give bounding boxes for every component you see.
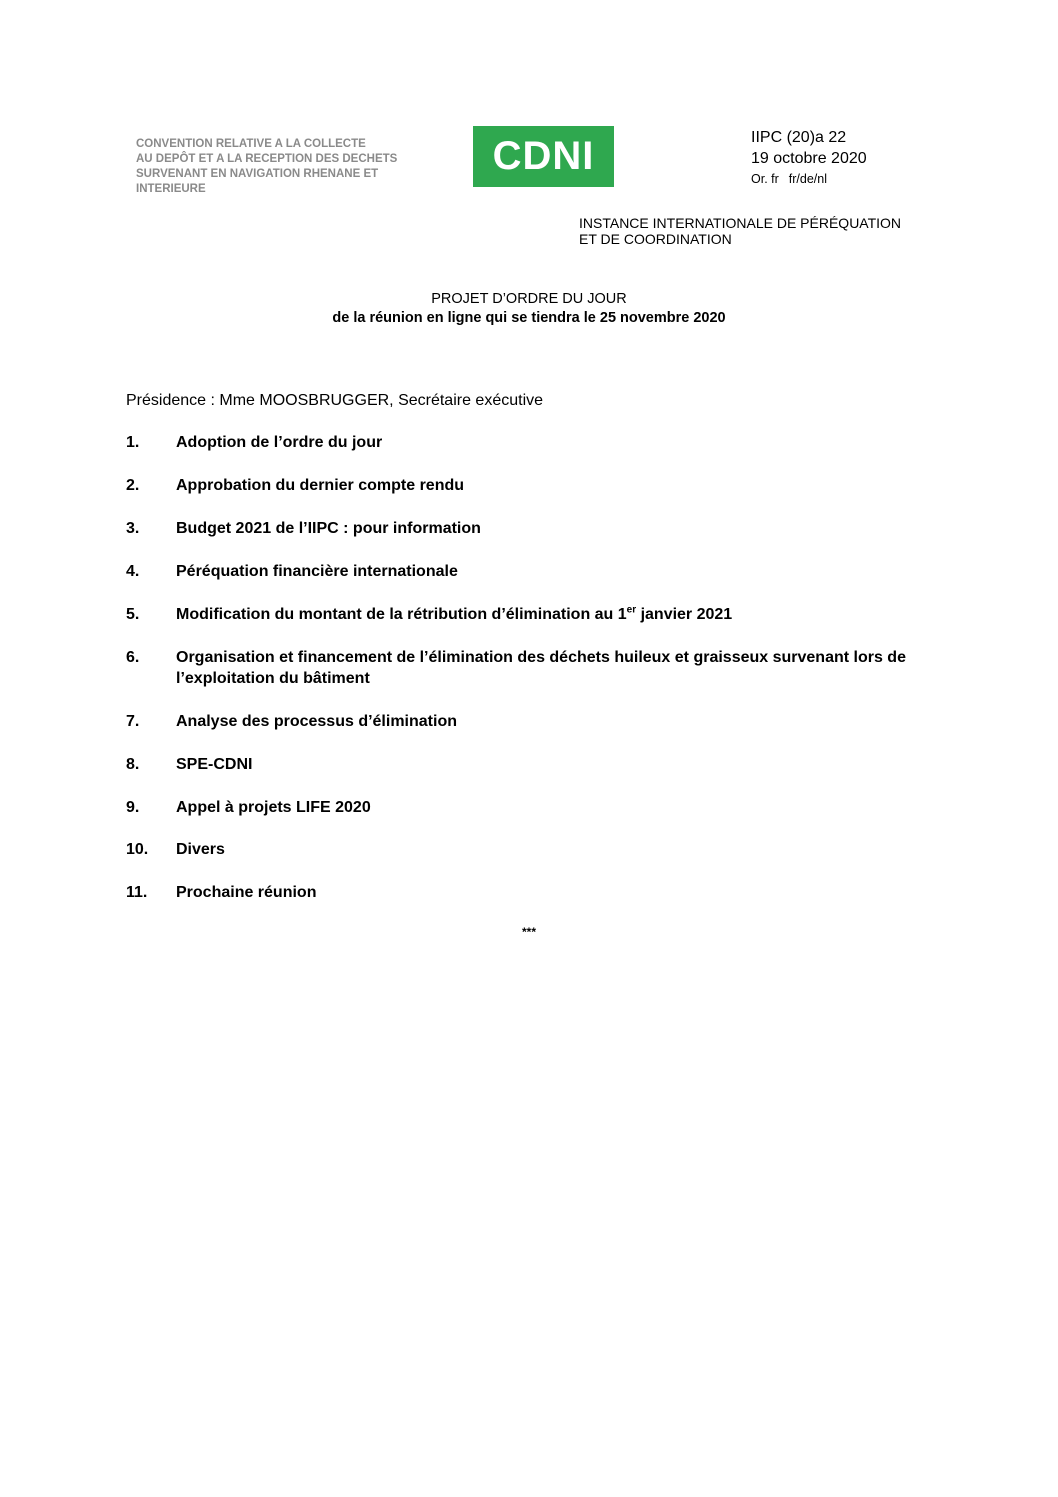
doc-date: 19 octobre 2020	[751, 150, 867, 167]
agenda-item-text: Organisation et financement de l’élimination des déchets huileux et graisseux survenant lors de l’exploitation du bâtiment	[176, 649, 906, 687]
agenda-item	[126, 839, 946, 860]
agenda-title-block	[0, 290, 1058, 328]
agenda-item	[126, 647, 946, 689]
agenda-item	[126, 882, 946, 903]
instance-line: ET DE COORDINATION	[579, 231, 732, 247]
agenda-item-number: 1.	[126, 434, 140, 451]
logo-text: CDNI	[492, 134, 595, 178]
agenda-item-text: Approbation du dernier compte rendu	[176, 477, 465, 494]
agenda-item	[126, 475, 946, 496]
agenda-item-text: Péréquation financière internationale	[176, 563, 458, 580]
agenda-item	[126, 797, 946, 818]
original-language: Or. fr	[751, 172, 779, 186]
agenda-item	[126, 604, 946, 625]
document-reference	[751, 127, 867, 189]
agenda-item-number: 5.	[126, 606, 140, 623]
agenda-item-text: Divers	[176, 841, 225, 858]
convention-title	[136, 137, 436, 197]
doc-ref-number: IIPC (20)a 22	[751, 129, 847, 146]
agenda-list	[126, 432, 946, 903]
agenda-subtitle: de la réunion en ligne qui se tiendra le 25 novembre 2020	[332, 310, 726, 326]
instance-name	[579, 215, 901, 247]
convention-line: CONVENTION RELATIVE A LA COLLECTE	[136, 138, 366, 150]
convention-line: AU DEPÔT ET A LA RECEPTION DES DECHETS	[136, 153, 398, 165]
agenda-item-number: 9.	[126, 799, 140, 816]
agenda-item	[126, 518, 946, 539]
agenda-item-text: Appel à projets LIFE 2020	[176, 799, 371, 816]
cdni-logo	[473, 126, 614, 187]
ordinal-superscript: er	[626, 604, 637, 616]
agenda-item-number: 2.	[126, 477, 140, 494]
agenda-item-number: 8.	[126, 756, 140, 773]
agenda-title: PROJET D’ORDRE DU JOUR	[431, 291, 627, 307]
end-marker: ***	[521, 925, 536, 939]
presidence-line: Présidence : Mme MOOSBRUGGER, Secrétaire exécutive	[126, 392, 544, 409]
agenda-item-text: Budget 2021 de l’IIPC : pour information	[176, 520, 481, 537]
language-versions: fr/de/nl	[788, 172, 827, 186]
agenda-item	[126, 754, 946, 775]
agenda-item	[126, 561, 946, 582]
agenda-item-text-part: Modification du montant de la rétribution d’élimination au 1	[176, 606, 627, 623]
agenda-item-number: 11.	[126, 884, 148, 901]
agenda-item-number: 7.	[126, 713, 140, 730]
agenda-item-number: 6.	[126, 649, 140, 666]
doc-languages	[751, 169, 867, 189]
agenda-item-text: Adoption de l’ordre du jour	[176, 434, 383, 451]
instance-line: INSTANCE INTERNATIONALE DE PÉRÉQUATION	[579, 215, 902, 231]
agenda-item-text	[176, 604, 946, 625]
agenda-item-text: Prochaine réunion	[176, 884, 317, 901]
agenda-item-number: 10.	[126, 841, 149, 858]
agenda-item	[126, 432, 946, 453]
agenda-item-text: Analyse des processus d’élimination	[176, 713, 457, 730]
agenda-item-number: 4.	[126, 563, 140, 580]
agenda-item-number: 3.	[126, 520, 140, 537]
agenda-item-text: SPE-CDNI	[176, 756, 253, 773]
agenda-item	[126, 711, 946, 732]
convention-line: SURVENANT EN NAVIGATION RHENANE ET	[136, 168, 379, 180]
agenda-item-text-part: janvier 2021	[636, 606, 733, 623]
convention-line: INTERIEURE	[136, 183, 206, 195]
